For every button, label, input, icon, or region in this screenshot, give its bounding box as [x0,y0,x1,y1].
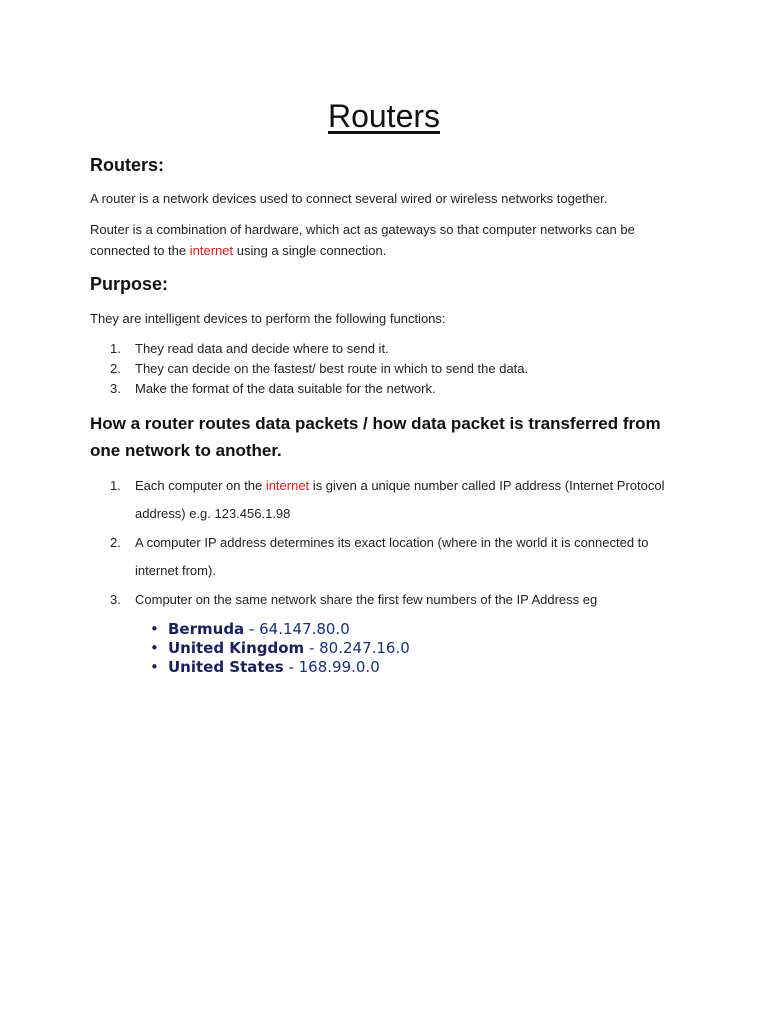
separator: - [244,620,260,638]
howto-item-1-text-b: is given a unique number called IP address (Internet Protocol address) e.g. 123.456.1.98 [135,478,665,521]
bullet-icon: • [150,620,159,638]
internet-link[interactable]: internet [189,243,234,258]
routers-paragraph-2 [90,219,690,261]
howto-item-1-text-a: Each computer on the [135,478,266,493]
ip-example-item [150,639,410,658]
ip-address: 64.147.80.0 [259,620,350,638]
list-text: Computer on the same network share the first few numbers of the IP Address eg [135,592,598,607]
routers-paragraph-2-text-a: Router is a combination of hardware, which act as gateways so that computer networks can be connected to the [90,222,635,258]
list-text: A computer IP address determines its exact location (where in the world it is connected to internet from). [135,535,649,578]
purpose-heading: Purpose: [90,274,169,294]
routers-paragraph-2-text-b: using a single connection. [233,243,387,258]
ip-examples-list [150,620,410,677]
country-name: United States [168,658,284,676]
ip-example-item [150,658,410,677]
list-text [135,472,690,528]
internet-link[interactable]: internet [265,478,310,493]
list-number: 1. [110,341,121,356]
bullet-icon: • [150,658,159,676]
separator: - [304,639,320,657]
routers-paragraph-1: A router is a network devices used to connect several wired or wireless networks together. [90,191,608,206]
page-title: Routers [327,98,441,134]
ip-address: 80.247.16.0 [319,639,410,657]
purpose-intro: They are intelligent devices to perform the following functions: [90,311,446,326]
bullet-icon: • [150,639,159,657]
routers-heading: Routers: [90,155,165,175]
list-number: 3. [110,381,121,396]
howto-heading: How a router routes data packets / how data packet is transferred from one network to another. [90,414,661,460]
list-number: 3. [110,592,121,607]
ip-example-item [150,620,410,639]
list-text: They read data and decide where to send it. [135,341,389,356]
separator: - [283,658,299,676]
country-name: Bermuda [168,620,245,638]
list-number: 2. [110,535,121,550]
list-text: They can decide on the fastest/ best route in which to send the data. [135,361,529,376]
country-name: United Kingdom [168,639,305,657]
list-number: 2. [110,361,121,376]
list-text: Make the format of the data suitable for the network. [135,381,436,396]
list-number: 1. [110,478,121,493]
ip-address: 168.99.0.0 [298,658,380,676]
